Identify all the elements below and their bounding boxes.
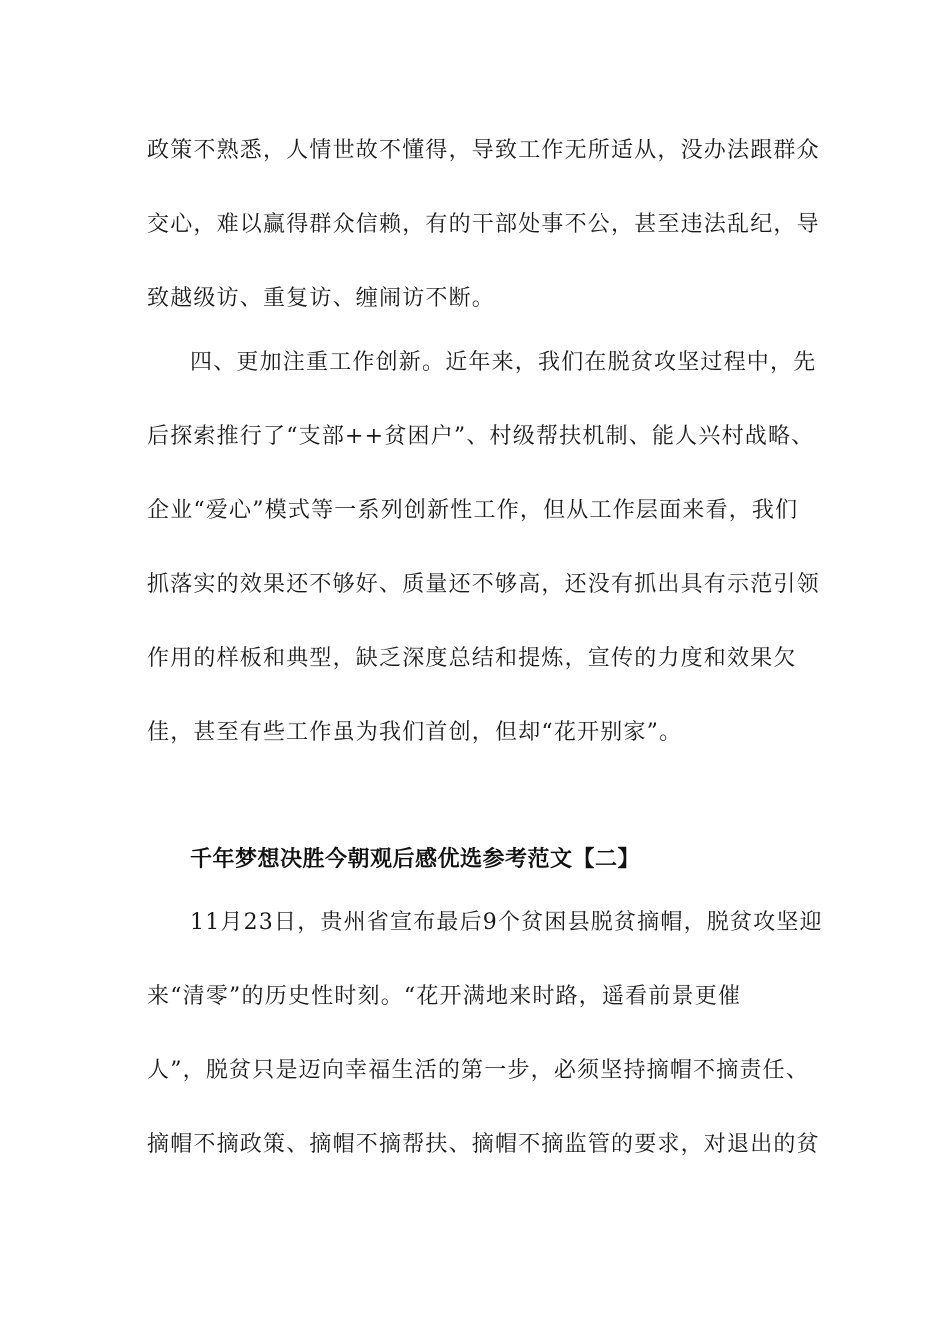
paragraph-2-line-5: 作用的样板和典型，缺乏深度总结和提炼，宣传的力度和效果欠 — [147, 646, 797, 671]
paragraph-2-line-3: 企业“爱心”模式等一系列创新性工作，但从工作层面来看，我们 — [147, 498, 799, 523]
paragraph-2-line-4: 抓落实的效果还不够好、质量还不够高，还没有抓出具有示范引领 — [147, 572, 820, 597]
paragraph-2-line-6: 佳，甚至有些工作虽为我们首创，但却“花开别家”。 — [147, 720, 683, 745]
paragraph-3-line-1: 11月23日，贵州省宣布最后9个贫困县脱贫摘帽，脱贫攻坚迎 — [190, 910, 823, 935]
paragraph-2-line-2: 后探索推行了“支部++贫困户”、村级帮扶机制、能人兴村战略、 — [147, 424, 815, 449]
paragraph-1-line-1: 政策不熟悉，人情世故不懂得，导致工作无所适从，没办法跟群众 — [147, 138, 820, 163]
section-heading: 千年梦想决胜今朝观后感优选参考范文【二】 — [190, 847, 641, 872]
paragraph-3-line-2: 来“清零”的历史性时刻。“花开满地来时路，遥看前景更催 — [147, 984, 742, 1009]
paragraph-1-line-3: 致越级访、重复访、缠闹访不断。 — [147, 286, 496, 311]
paragraph-2-line-1: 四、更加注重工作创新。近年来，我们在脱贫攻坚过程中，先 — [190, 350, 817, 375]
paragraph-3-line-3: 人”，脱贫只是迈向幸福生活的第一步，必须坚持摘帽不摘责任、 — [147, 1058, 810, 1083]
paragraph-1-line-2: 交心，难以赢得群众信赖，有的干部处事不公，甚至违法乱纪，导 — [147, 212, 820, 237]
paragraph-3-line-4: 摘帽不摘政策、摘帽不摘帮扶、摘帽不摘监管的要求，对退出的贫 — [147, 1132, 820, 1157]
